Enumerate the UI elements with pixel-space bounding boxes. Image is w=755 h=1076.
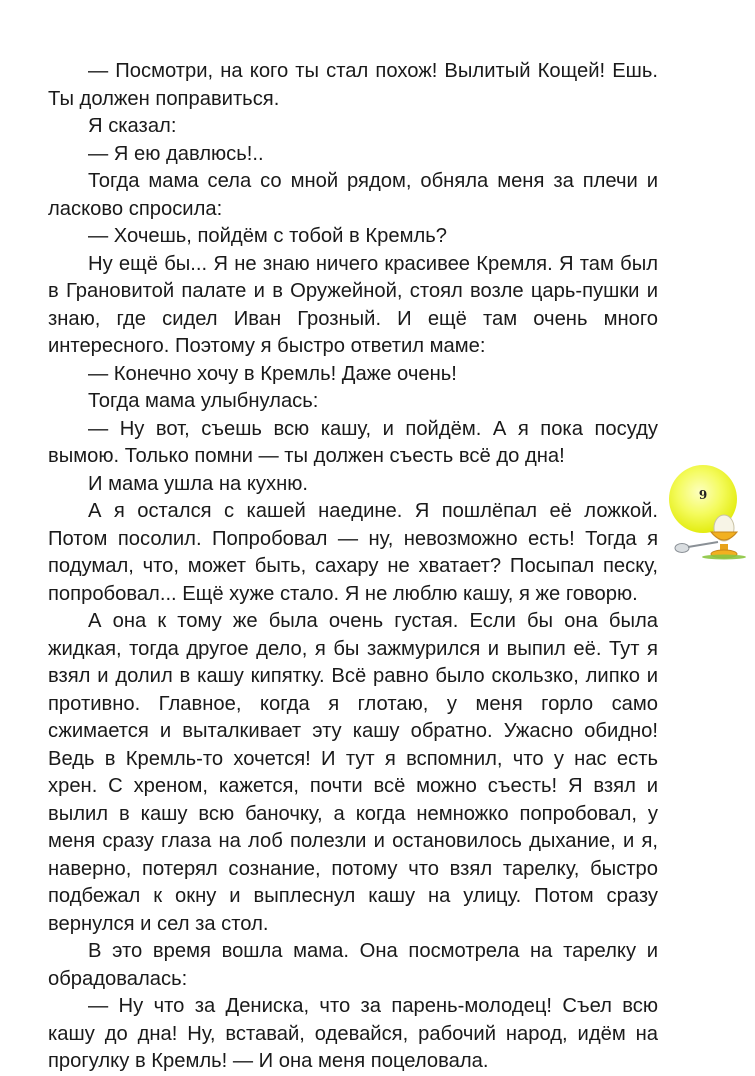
paragraph-1: — Посмотри, на кого ты стал похож! Вылитый Кощей! Ешь. Ты должен поправиться.: [48, 60, 658, 110]
paragraph-6: Ну ещё бы... Я не знаю ничего красивее Кремля. Я там был в Грановитой палате и в Оружейной, стоял возле царь-пушки и знаю, где сидел Иван Грозный. И ещё там очень много интересного. Поэтому я быстро ответил маме:: [48, 252, 658, 357]
paragraph-2: Я сказал:: [88, 115, 177, 137]
paragraph-3: — Я ею давлюсь!..: [88, 142, 264, 165]
page-number: 9: [698, 488, 708, 502]
paragraph-13: В это время вошла мама. Она посмотрела на тарелку и обрадовалась:: [48, 940, 658, 990]
paragraph-11: А я остался с кашей наедине. Я пошлёпал её ложкой. Потом посолил. Попробовал — ну, невозможно есть! Тогда я подумал, что, может быть, сахару не хватает? Посыпал песку, попробовал... Ещё хуже стало. Я не люблю кашу, я же говорю.: [48, 500, 658, 605]
paragraph-12: А она к тому же была очень густая. Если бы она была жидкая, тогда другое дело, я бы зажмурился и выпил её. Тут я взял и долил в кашу кипятку. Всё равно было скользко, липко и противно. Главное, когда я глотаю, у меня горло само сжимается и выталкивает эту кашу обратно. Ужасно обидно! Ведь в Кремль-то хочется! И тут я вспомнил, что у нас есть хрен. С хреном, кажется, почти всё можно съесть! Я взял и вылил в кашу всю баночку, а когда немножко попробовал, у меня сразу глаза на лоб полезли и остановилось дыхание, и я, наверно, потерял сознание, потому что взял тарелку, быстро подбежал к окну и выплеснул кашу на улицу. Потом сразу вернулся и сел за стол.: [48, 610, 658, 935]
paragraph-8: Тогда мама улыбнулась:: [88, 390, 319, 412]
paragraph-4: Тогда мама села со мной рядом, обняла меня за плечи и ласково спросила:: [48, 170, 658, 220]
paragraph-9: — Ну вот, съешь всю кашу, и пойдём. А я пока посуду вымою. Только помни — ты должен съесть всё до дна!: [48, 417, 658, 467]
paragraph-14: — Ну что за Дениска, что за парень-молодец! Съел всю кашу до дна! Ну, вставай, одевайся, рабочий народ, идём на прогулку в Кремль! — И она меня поцеловала.: [48, 995, 658, 1072]
egg-cup-icon: [672, 508, 752, 560]
story-text: [48, 58, 658, 1076]
paragraph-7: — Конечно хочу в Кремль! Даже очень!: [88, 362, 457, 385]
paragraph-5: — Хочешь, пойдём с тобой в Кремль?: [88, 225, 447, 247]
paragraph-10: И мама ушла на кухню.: [88, 472, 308, 495]
